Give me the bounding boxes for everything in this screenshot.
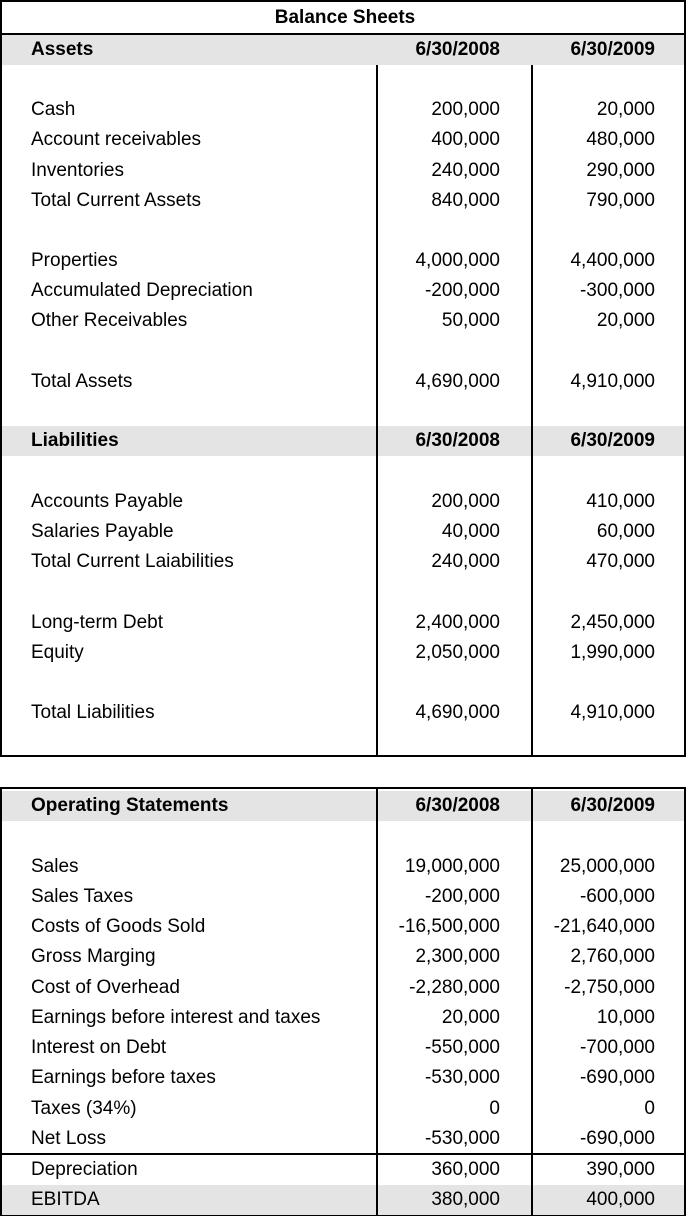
- table-row: [2, 1094, 684, 1124]
- row-value-2008: -2,280,000: [409, 977, 500, 998]
- row-value-2008: -200,000: [424, 280, 500, 301]
- row-label: Accounts Payable: [31, 491, 184, 512]
- table-row: [2, 306, 684, 336]
- table-row: [2, 852, 684, 882]
- liabilities-col-2009: 6/30/2009: [570, 430, 655, 451]
- liabilities-col-2008: 6/30/2008: [415, 430, 500, 451]
- table-row: [2, 1124, 684, 1154]
- table-row: [2, 125, 684, 155]
- table-row: [2, 608, 684, 638]
- row-value-2009: 10,000: [596, 1007, 655, 1028]
- row-label: Total Current Assets: [31, 190, 202, 211]
- row-value-2008: 240,000: [431, 551, 500, 572]
- row-value-2008: 2,400,000: [415, 612, 500, 633]
- row-label: Taxes (34%): [31, 1098, 137, 1119]
- ebitda-row: [2, 1185, 684, 1215]
- table-row: [2, 973, 684, 1003]
- row-value-2008: 360,000: [431, 1159, 500, 1180]
- table-row: [2, 547, 684, 577]
- row-value-2008: 2,300,000: [415, 946, 500, 967]
- table-row: [2, 156, 684, 186]
- table-row: [2, 1063, 684, 1093]
- row-value-2009: 4,910,000: [570, 371, 655, 392]
- row-value-2009: 4,910,000: [570, 702, 655, 723]
- row-label: Cash: [31, 99, 76, 120]
- row-value-2009: 2,760,000: [570, 946, 655, 967]
- row-value-2009: 4,400,000: [570, 250, 655, 271]
- row-value-2009: 1,990,000: [570, 642, 655, 663]
- row-label: Earnings before interest and taxes: [31, 1007, 321, 1028]
- row-value-2008: 380,000: [431, 1189, 500, 1210]
- row-value-2008: 50,000: [441, 310, 500, 331]
- row-label: Total Assets: [31, 371, 133, 392]
- column-divider-2-overlay: [531, 791, 533, 821]
- row-label: Properties: [31, 250, 118, 271]
- row-value-2009: 290,000: [586, 160, 655, 181]
- row-value-2008: -530,000: [424, 1067, 500, 1088]
- column-divider-2-overlay: [531, 1185, 533, 1216]
- row-label: Depreciation: [31, 1159, 138, 1180]
- column-divider-2-overlay: [531, 426, 533, 456]
- row-label: Account receivables: [31, 129, 202, 150]
- row-label: Salaries Payable: [31, 521, 174, 542]
- row-value-2008: 240,000: [431, 160, 500, 181]
- row-value-2008: 2,050,000: [415, 642, 500, 663]
- row-value-2009: -300,000: [579, 280, 655, 301]
- row-value-2009: 2,450,000: [570, 612, 655, 633]
- assets-col-2009: 6/30/2009: [570, 39, 655, 60]
- row-value-2009: 390,000: [586, 1159, 655, 1180]
- table-row: [2, 638, 684, 668]
- row-value-2009: 410,000: [586, 491, 655, 512]
- balance-sheet-title: Balance Sheets: [274, 7, 416, 28]
- row-value-2009: 470,000: [586, 551, 655, 572]
- table-row: [2, 1003, 684, 1033]
- table-row: [2, 882, 684, 912]
- row-value-2008: -200,000: [424, 886, 500, 907]
- table-row: [2, 95, 684, 125]
- row-value-2009: 25,000,000: [559, 856, 655, 877]
- table-row: [2, 698, 684, 728]
- operating-col-2009: 6/30/2009: [570, 795, 655, 816]
- column-divider-1-overlay: [376, 1185, 378, 1216]
- row-label: Net Loss: [31, 1128, 106, 1149]
- liabilities-header-row: [2, 426, 684, 456]
- row-value-2008: 4,000,000: [415, 250, 500, 271]
- row-value-2008: 840,000: [431, 190, 500, 211]
- row-label: Interest on Debt: [31, 1037, 167, 1058]
- operating-header-row: [2, 791, 684, 821]
- table-row: [2, 912, 684, 942]
- liabilities-heading: Liabilities: [31, 430, 119, 451]
- table-row: [2, 276, 684, 306]
- row-value-2008: -550,000: [424, 1037, 500, 1058]
- row-value-2009: -21,640,000: [553, 916, 655, 937]
- row-value-2009: -690,000: [579, 1128, 655, 1149]
- table-row: [2, 367, 684, 397]
- assets-col-2008: 6/30/2008: [415, 39, 500, 60]
- row-value-2009: -690,000: [579, 1067, 655, 1088]
- row-value-2008: -16,500,000: [398, 916, 500, 937]
- row-value-2009: 20,000: [596, 99, 655, 120]
- row-value-2008: 4,690,000: [415, 702, 500, 723]
- row-label: Cost of Overhead: [31, 977, 180, 998]
- row-label: Sales: [31, 856, 79, 877]
- row-label: Total Current Laiabilities: [31, 551, 234, 572]
- row-value-2009: 400,000: [586, 1189, 655, 1210]
- row-label: Gross Marging: [31, 946, 156, 967]
- row-value-2008: 0: [489, 1098, 500, 1119]
- row-label: Equity: [31, 642, 84, 663]
- table-row: [2, 186, 684, 216]
- row-label: Costs of Goods Sold: [31, 916, 206, 937]
- row-value-2008: 20,000: [441, 1007, 500, 1028]
- row-value-2009: -2,750,000: [564, 977, 655, 998]
- row-value-2009: -600,000: [579, 886, 655, 907]
- row-value-2009: 20,000: [596, 310, 655, 331]
- row-value-2008: 200,000: [431, 99, 500, 120]
- table-row: [2, 246, 684, 276]
- table-row: [2, 1033, 684, 1063]
- operating-statements-table: [0, 787, 686, 1216]
- row-value-2009: 480,000: [586, 129, 655, 150]
- row-label: Earnings before taxes: [31, 1067, 216, 1088]
- row-value-2009: 0: [644, 1098, 655, 1119]
- row-value-2008: 19,000,000: [404, 856, 500, 877]
- row-label: Total Liabilities: [31, 702, 155, 723]
- row-label: Sales Taxes: [31, 886, 134, 907]
- table-row: [2, 1155, 684, 1185]
- column-divider-1-overlay: [376, 791, 378, 821]
- assets-header-row: [2, 35, 684, 65]
- row-value-2008: 4,690,000: [415, 371, 500, 392]
- row-label: Accumulated Depreciation: [31, 280, 253, 301]
- assets-heading: Assets: [31, 39, 94, 60]
- row-value-2008: 400,000: [431, 129, 500, 150]
- row-label: Other Receivables: [31, 310, 188, 331]
- row-label: Long-term Debt: [31, 612, 164, 633]
- row-value-2009: 60,000: [596, 521, 655, 542]
- row-value-2009: -700,000: [579, 1037, 655, 1058]
- row-label: EBITDA: [31, 1189, 100, 1210]
- table-row: [2, 487, 684, 517]
- table-row: [2, 942, 684, 972]
- row-label: Inventories: [31, 160, 124, 181]
- row-value-2009: 790,000: [586, 190, 655, 211]
- operating-heading: Operating Statements: [31, 795, 229, 816]
- table-row: [2, 517, 684, 547]
- row-value-2008: 40,000: [441, 521, 500, 542]
- row-value-2008: 200,000: [431, 491, 500, 512]
- row-value-2008: -530,000: [424, 1128, 500, 1149]
- operating-col-2008: 6/30/2008: [415, 795, 500, 816]
- column-divider-1-overlay: [376, 426, 378, 456]
